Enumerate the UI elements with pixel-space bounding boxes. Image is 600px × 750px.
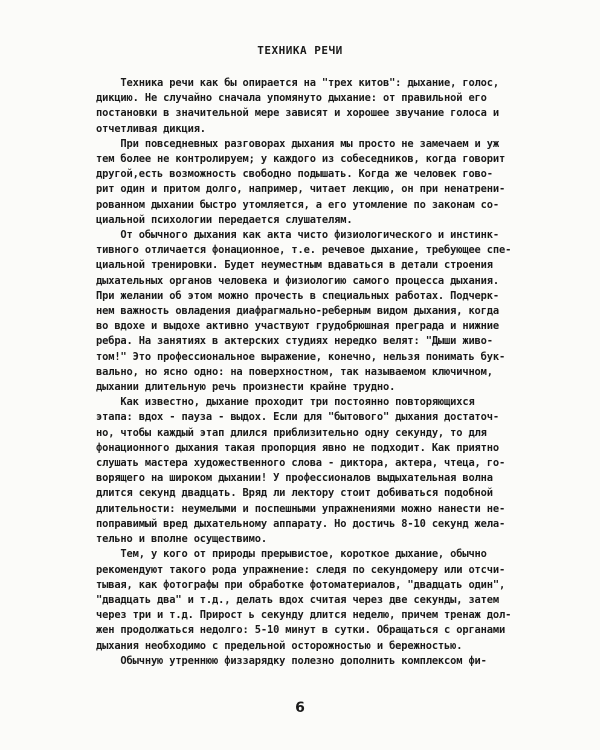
paragraph: [96, 654, 520, 669]
text-line: во вдохе и выдохе активно участвуют грудобрюшная преграда и нижние: [96, 320, 499, 333]
text-line: тем более не контролируем; у каждого из собеседников, когда говорит: [96, 153, 506, 166]
text-line: тельно и вполне осуществимо.: [96, 533, 267, 546]
text-line: тывая, как фотографы при обработке фотоматериалов, "двадцать один",: [96, 578, 506, 591]
text-line: отчетливая дикция.: [96, 122, 206, 135]
text-line: длится секунд двадцать. Вряд ли лектору стоит добиваться подобной: [96, 487, 493, 500]
text-line: Как известно, дыхание проходит три постоянно повторяющихся: [96, 396, 475, 409]
paragraph: [96, 395, 520, 547]
text-line: рит один и притом долго, например, читает лекцию, он при ненатрени-: [96, 183, 506, 196]
text-line: От обычного дыхания как акта чисто физиологического и инстинк-: [96, 229, 499, 242]
text-line: При желании об этом можно прочесть в специальных работах. Подчерк-: [96, 289, 499, 302]
text-line: фонационного дыхания такая пропорция явно не подходит. Как приятно: [96, 441, 499, 454]
text-line: вально, но ясно одно: на поверхностном, так называемом ключичном,: [96, 365, 493, 378]
text-line: дыхательных органов человека и физиологию самого процесса дыхания.: [96, 274, 499, 287]
text-line: том!" Это профессиональное выражение, конечно, нельзя понимать бук-: [96, 350, 506, 363]
text-line: слушать мастера художественного слова - диктора, актера, чтеца, го-: [96, 457, 506, 470]
text-line: этапа: вдох - пауза - выдох. Если для "бытового" дыхания достаточ-: [96, 411, 499, 424]
text-line: ворящего на широком дыхании! У профессионалов выдыхательная волна: [96, 472, 493, 485]
text-line: поправимый вред дыхательному аппарату. Но достичь 8-10 секунд жела-: [96, 517, 506, 530]
paragraph: [96, 137, 520, 228]
text-line: длительности: неумелыми и поспешными упражнениями можно нанести не-: [96, 502, 506, 515]
text-line: циальной тренировки. Будет неуместным вдаваться в детали строения: [96, 259, 493, 272]
text-line: другой,есть возможность свободно подышать. Когда же человек гово-: [96, 168, 493, 181]
text-line: дыхания необходимо с предельной осторожностью и бережностью.: [96, 639, 463, 652]
body-text: [96, 76, 520, 669]
text-line: постановки в значительной мере зависят и хорошее звучание голоса и: [96, 107, 499, 120]
text-line: через три и т.д. Прирост ь секунду длится неделю, причем тренаж дол-: [96, 609, 512, 622]
text-line: Обычную утреннюю физзарядку полезно дополнить комплексом фи-: [96, 654, 487, 667]
text-line: циальной психологии передается слушателям.: [96, 213, 353, 226]
text-line: Тем, у кого от природы прерывистое, короткое дыхание, обычно: [96, 548, 487, 561]
paragraph: [96, 547, 520, 653]
paragraph: [96, 76, 520, 137]
text-line: Техника речи как бы опирается на "трех китов": дыхание, голос,: [96, 77, 499, 89]
text-line: дыхании длительную речь произнести крайне трудно.: [96, 381, 396, 394]
page-number: 6: [295, 700, 305, 716]
text-line: жен продолжаться недолго: 5-10 минут в сутки. Обращаться с органами: [96, 624, 506, 637]
text-line: рекомендуют такого рода упражнение: следя по секундомеру или отсчи-: [96, 563, 506, 576]
page-title: ТЕХНИКА РЕЧИ: [257, 44, 343, 57]
text-line: дикцию. Не случайно сначала упомянуто дыхание: от правильной его: [96, 92, 487, 105]
text-line: тивного отличается фонационное, т.е. речевое дыхание, требующее спе-: [96, 244, 512, 257]
text-line: При повседневных разговорах дыхания мы просто не замечаем и уж: [96, 137, 499, 150]
text-line: нем важность овладения диафрагмально-реберным видом дыхания, когда: [96, 305, 499, 318]
text-line: "двадцать два" и т.д., делать вдох считая через две секунды, затем: [96, 593, 499, 606]
text-line: но, чтобы каждый этап длился приблизительно одну секунду, то для: [96, 426, 487, 439]
text-line: рованном дыхании быстро утомляется, а его утомление по законам со-: [96, 198, 499, 211]
text-line: ребра. На занятиях в актерских студиях нередко велят: "Дыши живо-: [96, 335, 493, 348]
paragraph: [96, 228, 520, 395]
